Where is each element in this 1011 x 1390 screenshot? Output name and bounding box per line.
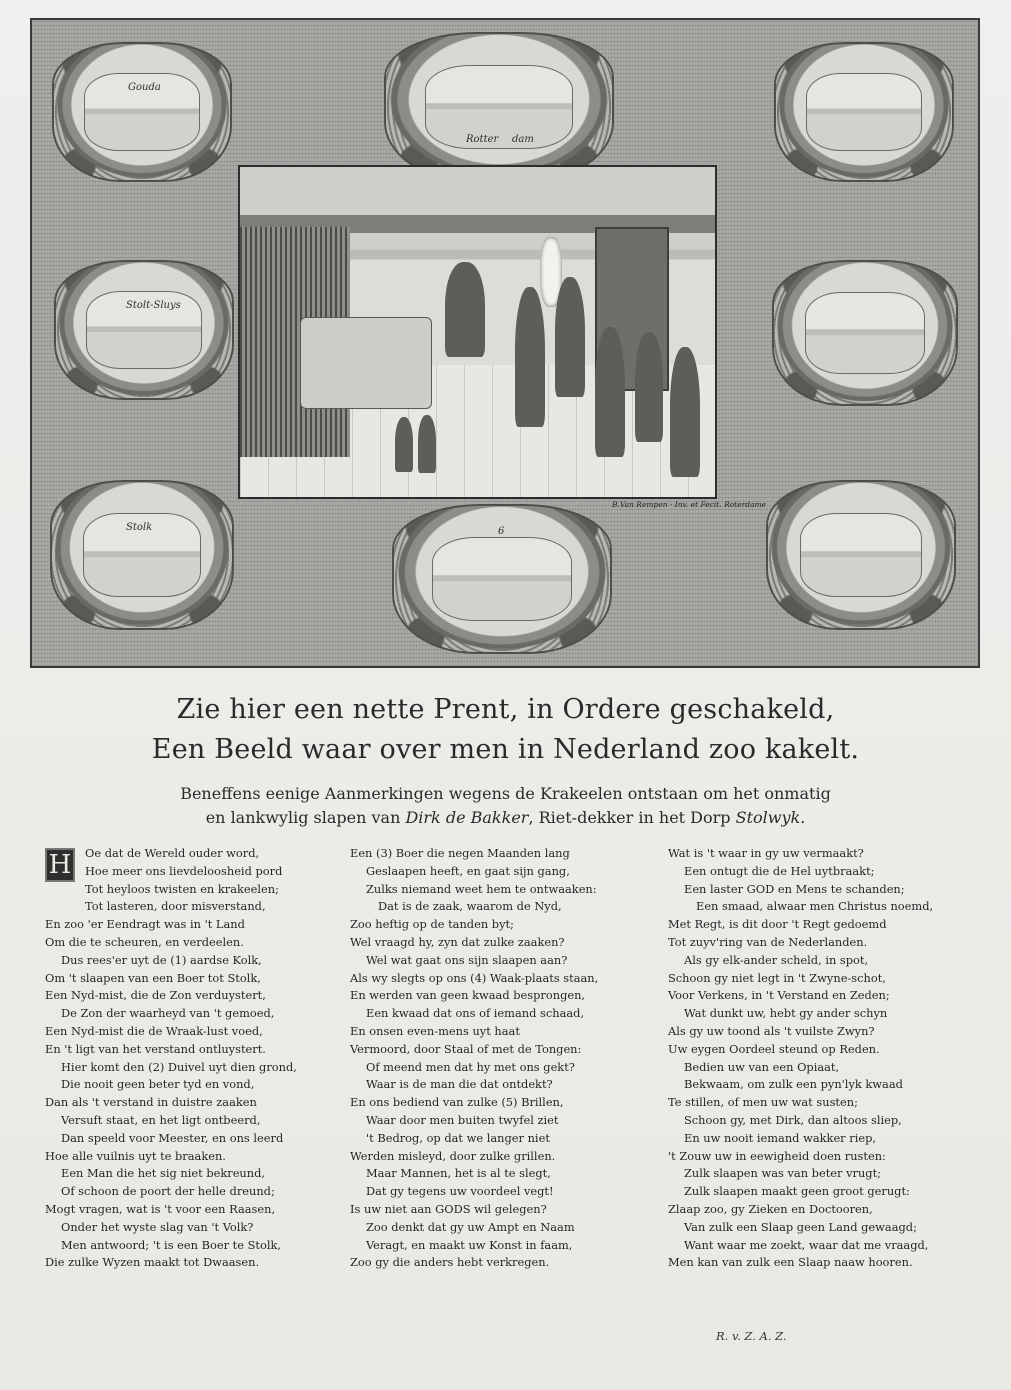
standing-figure [515, 287, 545, 427]
cartouche-label-stolt-sluys: Stolt-Sluys [126, 300, 181, 311]
poem-line: Bedien uw van een Opiaat, [684, 1059, 840, 1074]
poem-line: Om 't slaapen van een Boer tot Stolk, [45, 970, 261, 985]
poem-line: Vermoord, door Staal of met de Tongen: [350, 1041, 582, 1056]
poem-line: Die nooit geen beter tyd en vond, [61, 1077, 255, 1092]
poem-line: Als wy slegts op ons (4) Waak-plaats staan, [350, 970, 599, 985]
poem-line: Zoo gy die anders hebt verkregen. [350, 1255, 550, 1270]
poem-line: Zoo heftig op de tanden byt; [350, 917, 514, 932]
poem-line: En werden van geen kwaad besprongen, [350, 988, 586, 1003]
cartouche-scene [800, 513, 922, 597]
poem-line: Dat is de zaak, waarom de Nyd, [378, 899, 562, 914]
child-figure [395, 417, 413, 472]
poem-line: Zoo denkt dat gy uw Ampt en Naam [366, 1219, 575, 1234]
poem-line: De Zon der waarheyd van 't gemoed, [61, 1006, 275, 1021]
author-initials: R. v. Z. A. Z. [716, 1329, 787, 1343]
poem-line: En uw nooit iemand wakker riep, [684, 1130, 876, 1145]
poem-line: Een Man die het sig niet bekreund, [61, 1166, 266, 1181]
poem-line: Dus rees'er uyt de (1) aardse Kolk, [61, 952, 262, 967]
poem-line: Een (3) Boer die negen Maanden lang [350, 846, 570, 860]
poem-line: Zulk slaapen maakt geen groot gerugt: [684, 1184, 910, 1199]
poem-line: Waar door men buiten twyfel ziet [366, 1112, 559, 1127]
poem-line: Of schoon de poort der helle dreund; [61, 1184, 275, 1199]
poem-line: Want waar me zoekt, waar dat me vraagd, [684, 1237, 929, 1252]
poem-line: Een Nyd-mist die de Wraak-lust voed, [45, 1023, 263, 1038]
sleeping-bed [300, 317, 432, 409]
subtitle-line-2 [0, 808, 1011, 827]
poem-line: Wat is 't waar in gy uw vermaakt? [668, 846, 864, 860]
cartouche-gate [766, 480, 956, 630]
poem-line: 't Bedrog, op dat we langer niet [366, 1130, 550, 1145]
subtitle-part-a: en lankwylig slapen van [205, 808, 406, 827]
poem-line: En 't ligt van het verstand ontluystert. [45, 1041, 266, 1056]
poem-line: En onsen even-mens uyt haat [350, 1023, 520, 1038]
poem-line: Mogt vragen, wat is 't voor een Raasen, [45, 1201, 276, 1216]
poem-line: Onder het wyste slag van 't Volk? [61, 1219, 254, 1234]
poem-line: Tot zuyv'ring van de Nederlanden. [668, 934, 868, 949]
poem-column-2 [350, 845, 598, 1272]
poem-line: Een kwaad dat ons of iemand schaad, [366, 1006, 585, 1021]
poem-line: Dan als 't verstand in duistre zaaken [45, 1095, 257, 1110]
poem-line: Tot lasteren, door misverstand, [85, 899, 266, 914]
poem-line: Zulk slaapen was van beter vrugt; [684, 1166, 882, 1181]
cartouche-scene [432, 537, 573, 621]
subtitle-place: Stolwyk. [735, 808, 806, 827]
poem-column-1 [45, 845, 297, 1272]
central-interior-scene [238, 165, 717, 499]
standing-figure [595, 327, 625, 457]
seated-figure [445, 262, 485, 357]
poem-line: Wel vraagd hy, zyn dat zulke zaaken? [350, 934, 565, 949]
poem-line: Die zulke Wyzen maakt tot Dwaasen. [45, 1255, 260, 1270]
poem-line: Zulks niemand weet hem te ontwaaken: [366, 881, 597, 896]
poem-line: Met Regt, is dit door 't Regt gedoemd [668, 917, 887, 932]
cartouche-scene [425, 65, 572, 149]
poem-line: Hier komt den (2) Duivel uyt dien grond, [61, 1059, 297, 1074]
poem-line: Als gy elk-ander scheld, in spot, [684, 952, 869, 967]
poem-line: Oe dat de Wereld ouder word, [85, 846, 260, 860]
cartouche-stolt-sluys [54, 260, 234, 400]
cartouche-label-gouda: Gouda [128, 82, 161, 93]
poem-line: Hoe meer ons lievdeloosheid pord [85, 863, 283, 878]
poem-line: Versuft staat, en het ligt ontbeerd, [61, 1112, 261, 1127]
poem-line: Men antwoord; 't is een Boer te Stolk, [61, 1237, 281, 1252]
poem-line: Dat gy tegens uw voordeel vegt! [366, 1184, 554, 1199]
title-line-1: Zie hier een nette Prent, in Ordere geschakeld, [176, 694, 835, 725]
poem-line: Te stillen, of men uw wat susten; [668, 1095, 858, 1110]
poem-line: Een smaad, alwaar men Christus noemd, [696, 899, 934, 914]
cartouche-top-right [774, 42, 954, 182]
poem-line: Om die te scheuren, en verdeelen. [45, 934, 244, 949]
poem-line: Een Nyd-mist, die de Zon verduystert, [45, 988, 266, 1003]
cartouche-dragon [772, 260, 958, 406]
poem-line: Hoe alle vuilnis uyt te braaken. [45, 1148, 226, 1163]
cartouche-gouda [52, 42, 232, 182]
cartouche-scene [805, 292, 924, 374]
poem-columns [0, 845, 1011, 1270]
poem-line: Waar is de man die dat ontdekt? [366, 1077, 553, 1092]
poem-line: Zlaap zoo, gy Zieken en Doctooren, [668, 1201, 873, 1216]
cartouche-label-rotter: Rotter [466, 134, 499, 145]
poem-line: 't Zouw uw in eewigheid doen rusten: [668, 1148, 886, 1163]
poem-line: Is uw niet aan GODS wil gelegen? [350, 1201, 547, 1216]
poem-line: En zoo 'er Eendragt was in 't Land [45, 917, 245, 932]
drop-cap: H [45, 848, 75, 882]
poem-line: Werden misleyd, door zulke grillen. [350, 1148, 556, 1163]
child-figure [418, 415, 436, 473]
poem-line: Tot heyloos twisten en krakeelen; [85, 881, 279, 896]
cartouche-label-number: 6 [498, 526, 505, 537]
poem-line: Een laster GOD en Mens te schanden; [684, 881, 905, 896]
title-line-2: Een Beeld waar over men in Nederland zoo kakelt. [151, 734, 860, 765]
subtitle-part-b: , Riet-dekker in het Dorp [528, 808, 736, 827]
poem-line: Als gy uw toond als 't vuilste Zwyn? [668, 1023, 875, 1038]
poem-line: Schoon gy, met Dirk, dan altoos sliep, [684, 1112, 902, 1127]
poem-line: Of meend men dat hy met ons gekt? [366, 1059, 575, 1074]
subtitle-name: Dirk de Bakker [405, 808, 529, 827]
poem-line: Voor Verkens, in 't Verstand en Zeden; [668, 988, 890, 1003]
engraver-signature: B.Van Rempen · Inv. et Fecit. Roterdame [612, 500, 767, 509]
poem-line: Veragt, en maakt uw Konst in faam, [366, 1237, 573, 1252]
poem-line: Bekwaam, om zulk een pyn'lyk kwaad [684, 1077, 903, 1092]
cartouche-scene [806, 73, 921, 151]
poem-line: Schoon gy niet legt in 't Zwyne-schot, [668, 970, 886, 985]
poem-line: Dan speeld voor Meester, en ons leerd [61, 1130, 284, 1145]
poem-line: Van zulk een Slaap geen Land gewaagd; [684, 1219, 917, 1234]
cartouche-stolk [50, 480, 234, 630]
poem-line: En ons bediend van zulke (5) Brillen, [350, 1095, 564, 1110]
poem-line: Een ontugt die de Hel uytbraakt; [684, 863, 875, 878]
cartouche-traveller [392, 504, 612, 654]
subtitle-line-1: Beneffens eenige Aanmerkingen wegens de Krakeelen ontstaan om het onmatig [180, 784, 831, 803]
standing-figure [670, 347, 700, 477]
cartouche-label-dam: dam [512, 134, 534, 145]
engraved-plate [30, 18, 980, 668]
poem-line: Geslaapen heeft, en gaat sijn gang, [366, 863, 570, 878]
cartouche-label-stolk: Stolk [126, 522, 153, 533]
poem-line: Maar Mannen, het is al te slegt, [366, 1166, 551, 1181]
standing-figure [555, 277, 585, 397]
poem-line: Wat dunkt uw, hebt gy ander schyn [684, 1006, 888, 1021]
poem-line: Uw eygen Oordeel steund op Reden. [668, 1041, 880, 1056]
cartouche-rotterdam [384, 32, 614, 182]
poem-line: Men kan van zulk een Slaap naaw hooren. [668, 1255, 913, 1270]
poem-column-3 [668, 845, 933, 1272]
poem-line: Wel wat gaat ons sijn slaapen aan? [366, 952, 568, 967]
standing-figure [635, 332, 663, 442]
